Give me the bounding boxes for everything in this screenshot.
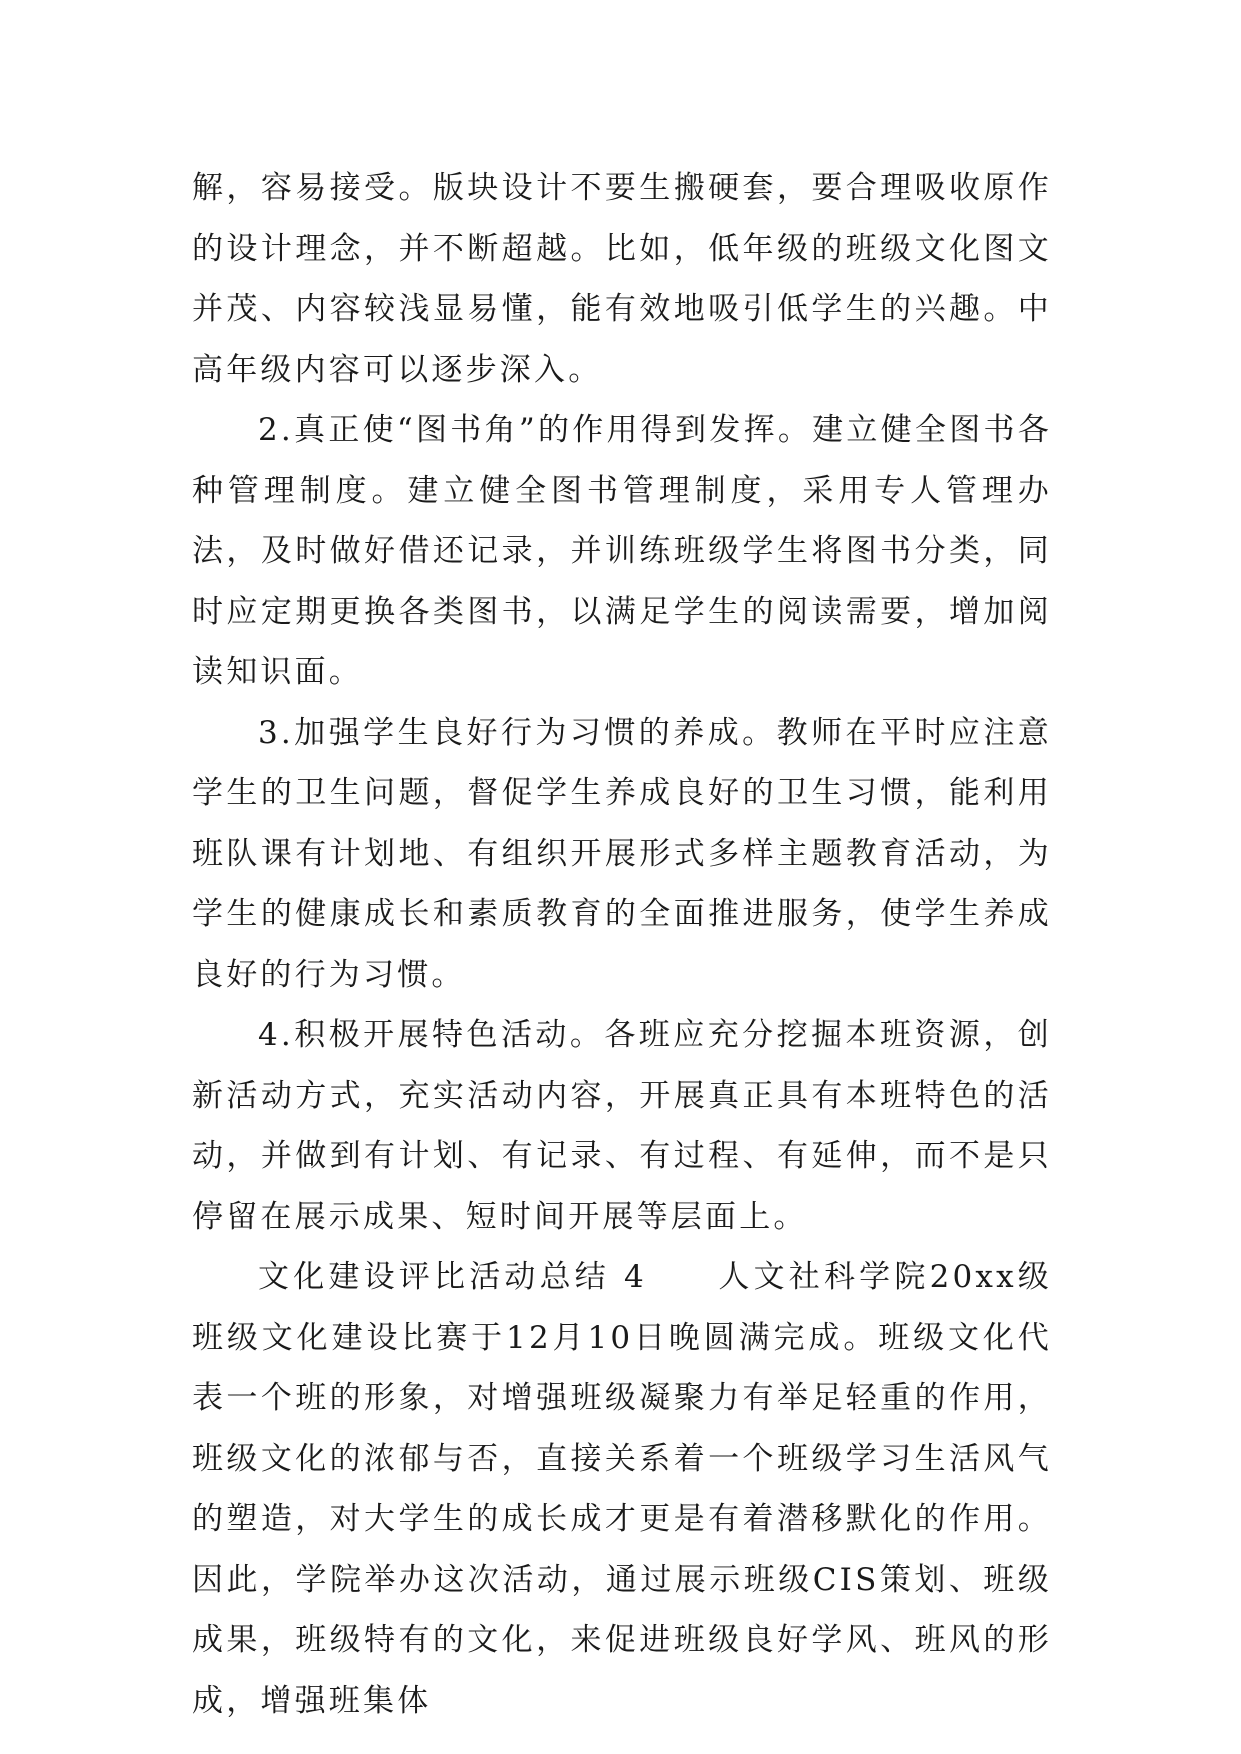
document-body: [192, 158, 1052, 1731]
paragraph-intro-continuation: 解，容易接受。版块设计不要生搬硬套，要合理吸收原作的设计理念，并不断超越。比如，低年级的班级文化图文并茂、内容较浅显易懂，能有效地吸引低学生的兴趣。中高年级内容可以逐步深入。: [192, 170, 1052, 388]
paragraph-book-corner: 2.真正使“图书角”的作用得到发挥。建立健全图书各种管理制度。建立健全图书管理制度，采用专人管理办法，及时做好借还记录，并训练班级学生将图书分类，同时应定期更换各类图书，以满足学生的阅读需要，增加阅读知识面。: [192, 412, 1052, 690]
paragraph-behavior-habits: 3.加强学生良好行为习惯的养成。教师在平时应注意学生的卫生问题，督促学生养成良好的卫生习惯，能利用班队课有计划地、有组织开展形式多样主题教育活动，为学生的健康成长和素质教育的全面推进服务，使学生养成良好的行为习惯。: [192, 714, 1052, 993]
paragraph-summary-4: 文化建设评比活动总结 4 人文社科学院20xx级班级文化建设比赛于12月10日晚圆满完成。班级文化代表一个班的形象，对增强班级凝聚力有举足轻重的作用，班级文化的浓郁与否，直接关系着一个班级学习生活风气的塑造，对大学生的成长成才更是有着潜移默化的作用。因此，学院举办这次活动，通过展示班级CIS策划、班级成果，班级特有的文化，来促进班级良好学风、班风的形成，增强班集体: [192, 1259, 1052, 1719]
paragraph-featured-activities: 4.积极开展特色活动。各班应充分挖掘本班资源，创新活动方式，充实活动内容，开展真正具有本班特色的活动，并做到有计划、有记录、有过程、有延伸，而不是只停留在展示成果、短时间开展等层面上。: [192, 1017, 1052, 1235]
